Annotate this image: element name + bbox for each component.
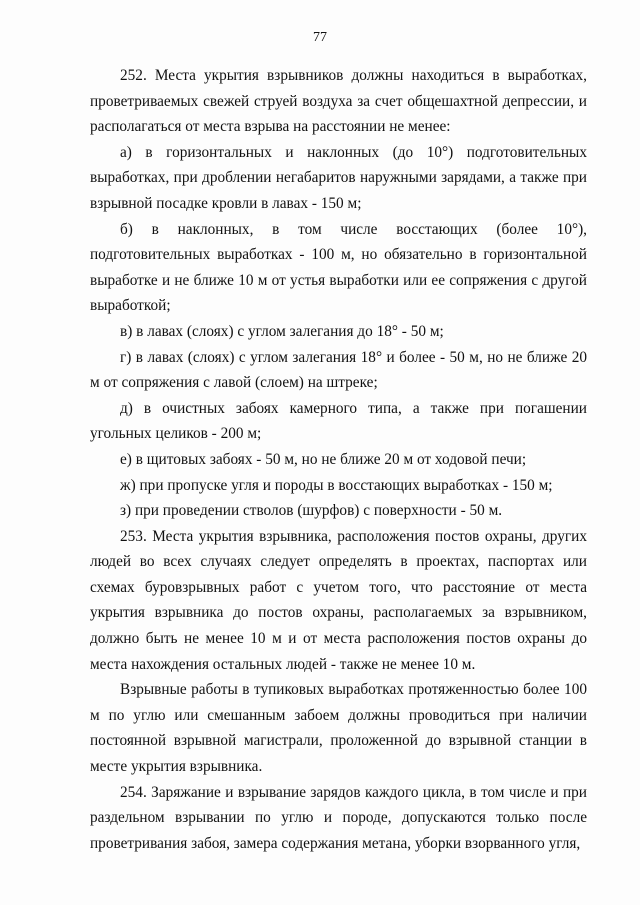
paragraph-252-zh: ж) при пропуске угля и породы в восстающих выработках - 150 м; [120,476,553,494]
paragraph-253-dead-end: Взрывные работы в тупиковых выработках протяженностью более 100 м по углю или смешанным забоем должны проводиться при наличии постоянной взрывной магистрали, проложенной до взрывной станции в месте укрытия взрывника. [90,681,587,776]
page-number: 77 [313,30,327,45]
paragraph-252-a: а) в горизонтальных и наклонных (до 10°) подготовительных выработках, при дроблении негабаритов наружными зарядами, а также при взрывной посадке кровли в лавах - 150 м; [90,143,587,212]
paragraph-254: 254. Заряжание и взрывание зарядов каждого цикла, в том числе и при раздельном взрывании по углю и породе, допускаются только после проветривания забоя, замера содержания метана, уборки взорванного угля, [90,783,587,852]
paragraph-252-z: з) при проведении стволов (шурфов) с поверхности - 50 м. [120,502,503,520]
paragraph-252-v: в) в лавах (слоях) с углом залегания до 18° - 50 м; [120,322,444,340]
paragraph-252-d: д) в очистных забоях камерного типа, а также при погашении угольных целиков - 200 м; [90,399,587,443]
paragraph-253: 253. Места укрытия взрывника, расположения постов охраны, других людей во всех случаях следует определять в проектах, паспортах или схемах буровзрывных работ с учетом того, что расстояние от места укрытия взрывника до постов охраны, располагаемых за взрывником, должно быть не менее 10 м и от места расположения постов охраны до места нахождения остальных людей - также не менее 10 м. [90,527,587,673]
paragraph-252-g: г) в лавах (слоях) с углом залегания 18° и более - 50 м, но не ближе 20 м от сопряжения с лавой (слоем) на штреке; [90,348,587,392]
paragraph-252-b: б) в наклонных, в том числе восстающих (более 10°), подготовительных выработках - 100 м, но обязательно в горизонтальной выработке и не ближе 10 м от устья выработки или ее сопряжения с другой выработкой; [90,220,587,315]
paragraph-252-e: е) в щитовых забоях - 50 м, но не ближе 20 м от ходовой печи; [120,450,527,468]
document-body [90,63,587,856]
paragraph-252: 252. Места укрытия взрывников должны находиться в выработках, проветриваемых свежей струей воздуха за счет общешахтной депрессии, и располагаться от места взрыва на расстоянии не менее: [90,67,587,136]
